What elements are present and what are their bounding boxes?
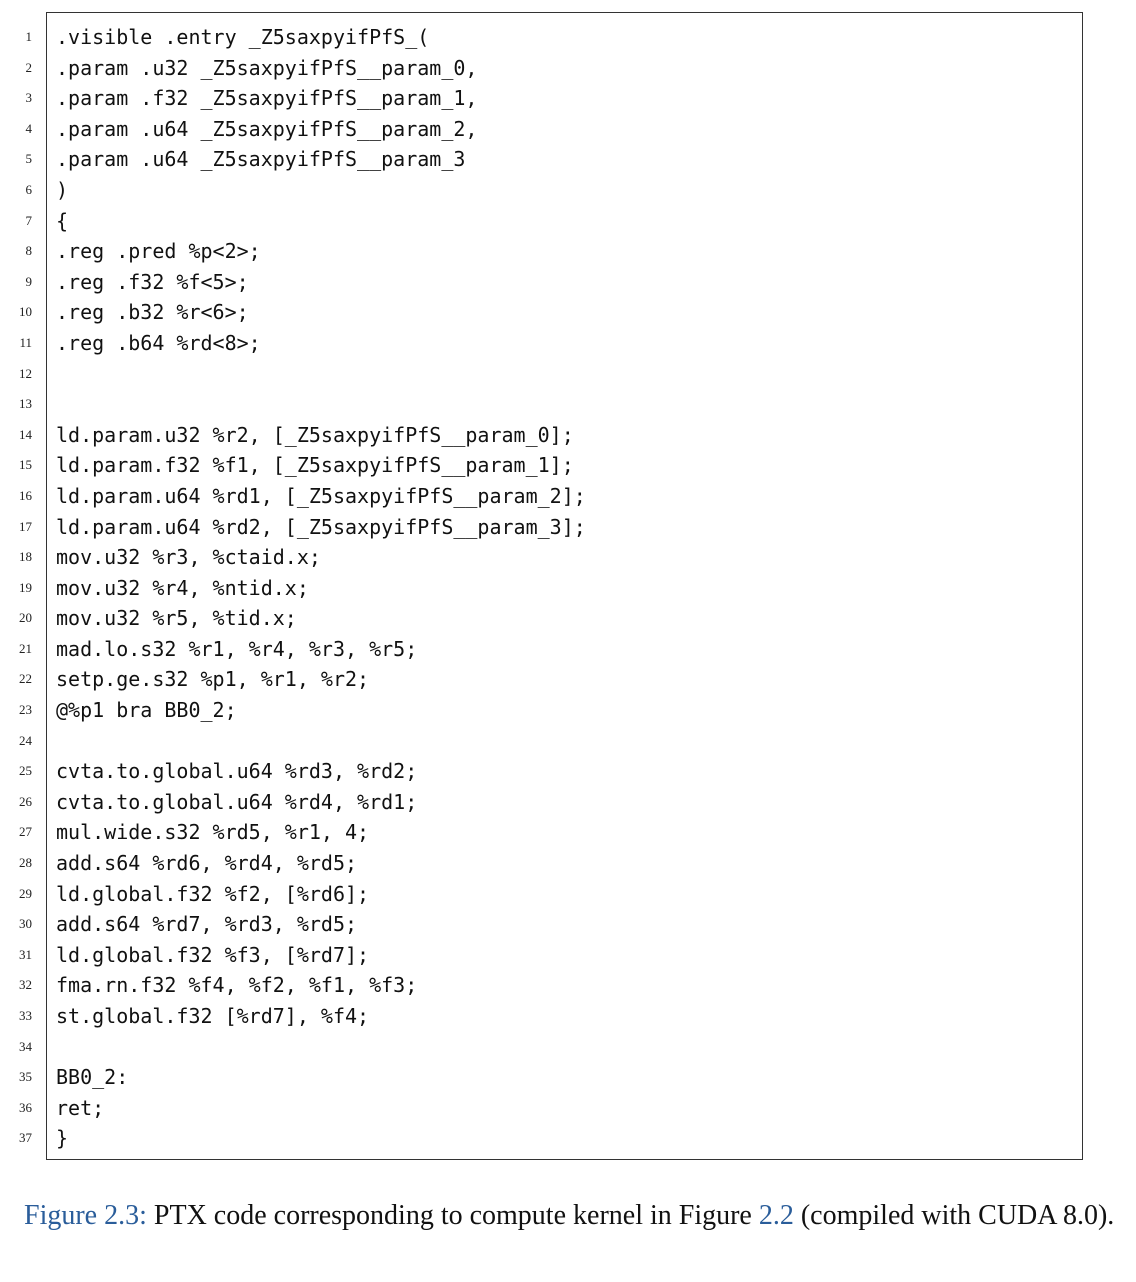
code-line: { [56,208,69,233]
line-number: 15 [19,457,32,473]
figure-label-link[interactable]: Figure 2.3: [24,1200,147,1231]
figure-caption [24,1198,1128,1234]
caption-text-end: (compiled with CUDA 8.0). [793,1200,1115,1231]
line-number: 19 [19,579,32,595]
code-line: add.s64 %rd6, %rd4, %rd5; [56,851,358,876]
line-number: 28 [19,855,32,871]
code-line: fma.rn.f32 %f4, %f2, %f1, %f3; [56,973,418,998]
line-number: 16 [19,487,32,503]
code-line: .param .u64 _Z5saxpyifPfS__param_3 [56,147,466,172]
code-line: .reg .b64 %rd<8>; [56,330,261,355]
code-line: ld.global.f32 %f2, [%rd6]; [56,881,370,906]
code-line: st.global.f32 [%rd7], %f4; [56,1004,370,1028]
code-line: .visible .entry _Z5saxpyifPfS_( [56,25,430,49]
line-number: 29 [19,885,32,901]
line-number: 26 [19,793,32,809]
code-line: BB0_2: [56,1065,129,1090]
line-number: 1 [25,29,32,44]
line-number: 33 [19,1008,32,1023]
line-number: 17 [19,518,32,534]
code-line: mul.wide.s32 %rd5, %r1, 4; [56,820,370,845]
line-number: 35 [19,1069,32,1085]
code-line: ret; [56,1095,105,1120]
line-number: 31 [19,946,32,962]
code-line: mad.lo.s32 %r1, %r4, %r3, %r5; [56,636,418,661]
line-number: 25 [19,763,32,779]
code-line: mov.u32 %r4, %ntid.x; [56,575,309,600]
code-line: .reg .pred %p<2>; [56,239,261,264]
caption-text: PTX code corresponding to compute kernel in Figure [146,1200,759,1231]
code-line: } [56,1126,69,1151]
line-number: 22 [19,671,32,687]
line-number: 7 [25,212,32,228]
line-number: 5 [25,151,32,167]
code-line: ld.global.f32 %f3, [%rd7]; [56,942,370,967]
line-number: 23 [19,702,32,718]
code-line: ld.param.f32 %f1, [_Z5saxpyifPfS__param_1]; [56,453,574,478]
line-number: 37 [19,1130,32,1146]
code-lines [56,22,1076,1154]
figure-ref-link[interactable]: 2.2 [758,1200,794,1231]
line-number: 4 [25,120,32,136]
line-number: 24 [19,732,32,748]
line-number: 13 [19,396,32,412]
line-number: 9 [25,273,32,289]
code-line: ld.param.u32 %r2, [_Z5saxpyifPfS__param_0]; [56,422,574,447]
line-number-column [0,22,32,1154]
line-number: 11 [19,334,32,350]
code-line: ) [56,177,69,202]
line-number: 3 [25,90,32,106]
line-number: 32 [19,977,32,993]
code-line: .param .f32 _Z5saxpyifPfS__param_1, [56,86,478,111]
line-number: 30 [19,916,32,932]
line-number: 18 [19,549,32,565]
code-line [56,389,1076,420]
code-line: cvta.to.global.u64 %rd3, %rd2; [56,759,418,784]
code-line: cvta.to.global.u64 %rd4, %rd1; [56,789,418,814]
code-line: setp.ge.s32 %p1, %r1, %r2; [56,667,370,692]
code-line: .reg .f32 %f<5>; [56,269,249,294]
code-line: .reg .b32 %r<6>; [56,300,249,325]
code-line: mov.u32 %r3, %ctaid.x; [56,545,321,570]
code-line [56,359,1076,390]
line-number: 21 [19,640,32,656]
line-number: 2 [25,59,32,75]
code-line: @%p1 bra BB0_2; [56,698,237,723]
line-number: 14 [19,426,32,442]
line-number: 12 [19,365,32,381]
line-number: 10 [19,304,32,320]
code-line: .param .u64 _Z5saxpyifPfS__param_2, [56,116,478,141]
line-number: 36 [19,1099,32,1115]
line-number: 20 [19,610,32,626]
code-line: ld.param.u64 %rd1, [_Z5saxpyifPfS__param_2]; [56,483,586,508]
line-number: 34 [19,1038,32,1054]
line-number: 6 [25,181,32,197]
line-number: 8 [25,243,32,259]
code-line: add.s64 %rd7, %rd3, %rd5; [56,912,358,937]
code-line: mov.u32 %r5, %tid.x; [56,606,297,631]
code-line: .param .u32 _Z5saxpyifPfS__param_0, [56,55,478,80]
code-line [56,726,1076,757]
line-number: 27 [19,824,32,840]
code-line: ld.param.u64 %rd2, [_Z5saxpyifPfS__param_3]; [56,514,586,539]
code-line [56,1032,1076,1063]
